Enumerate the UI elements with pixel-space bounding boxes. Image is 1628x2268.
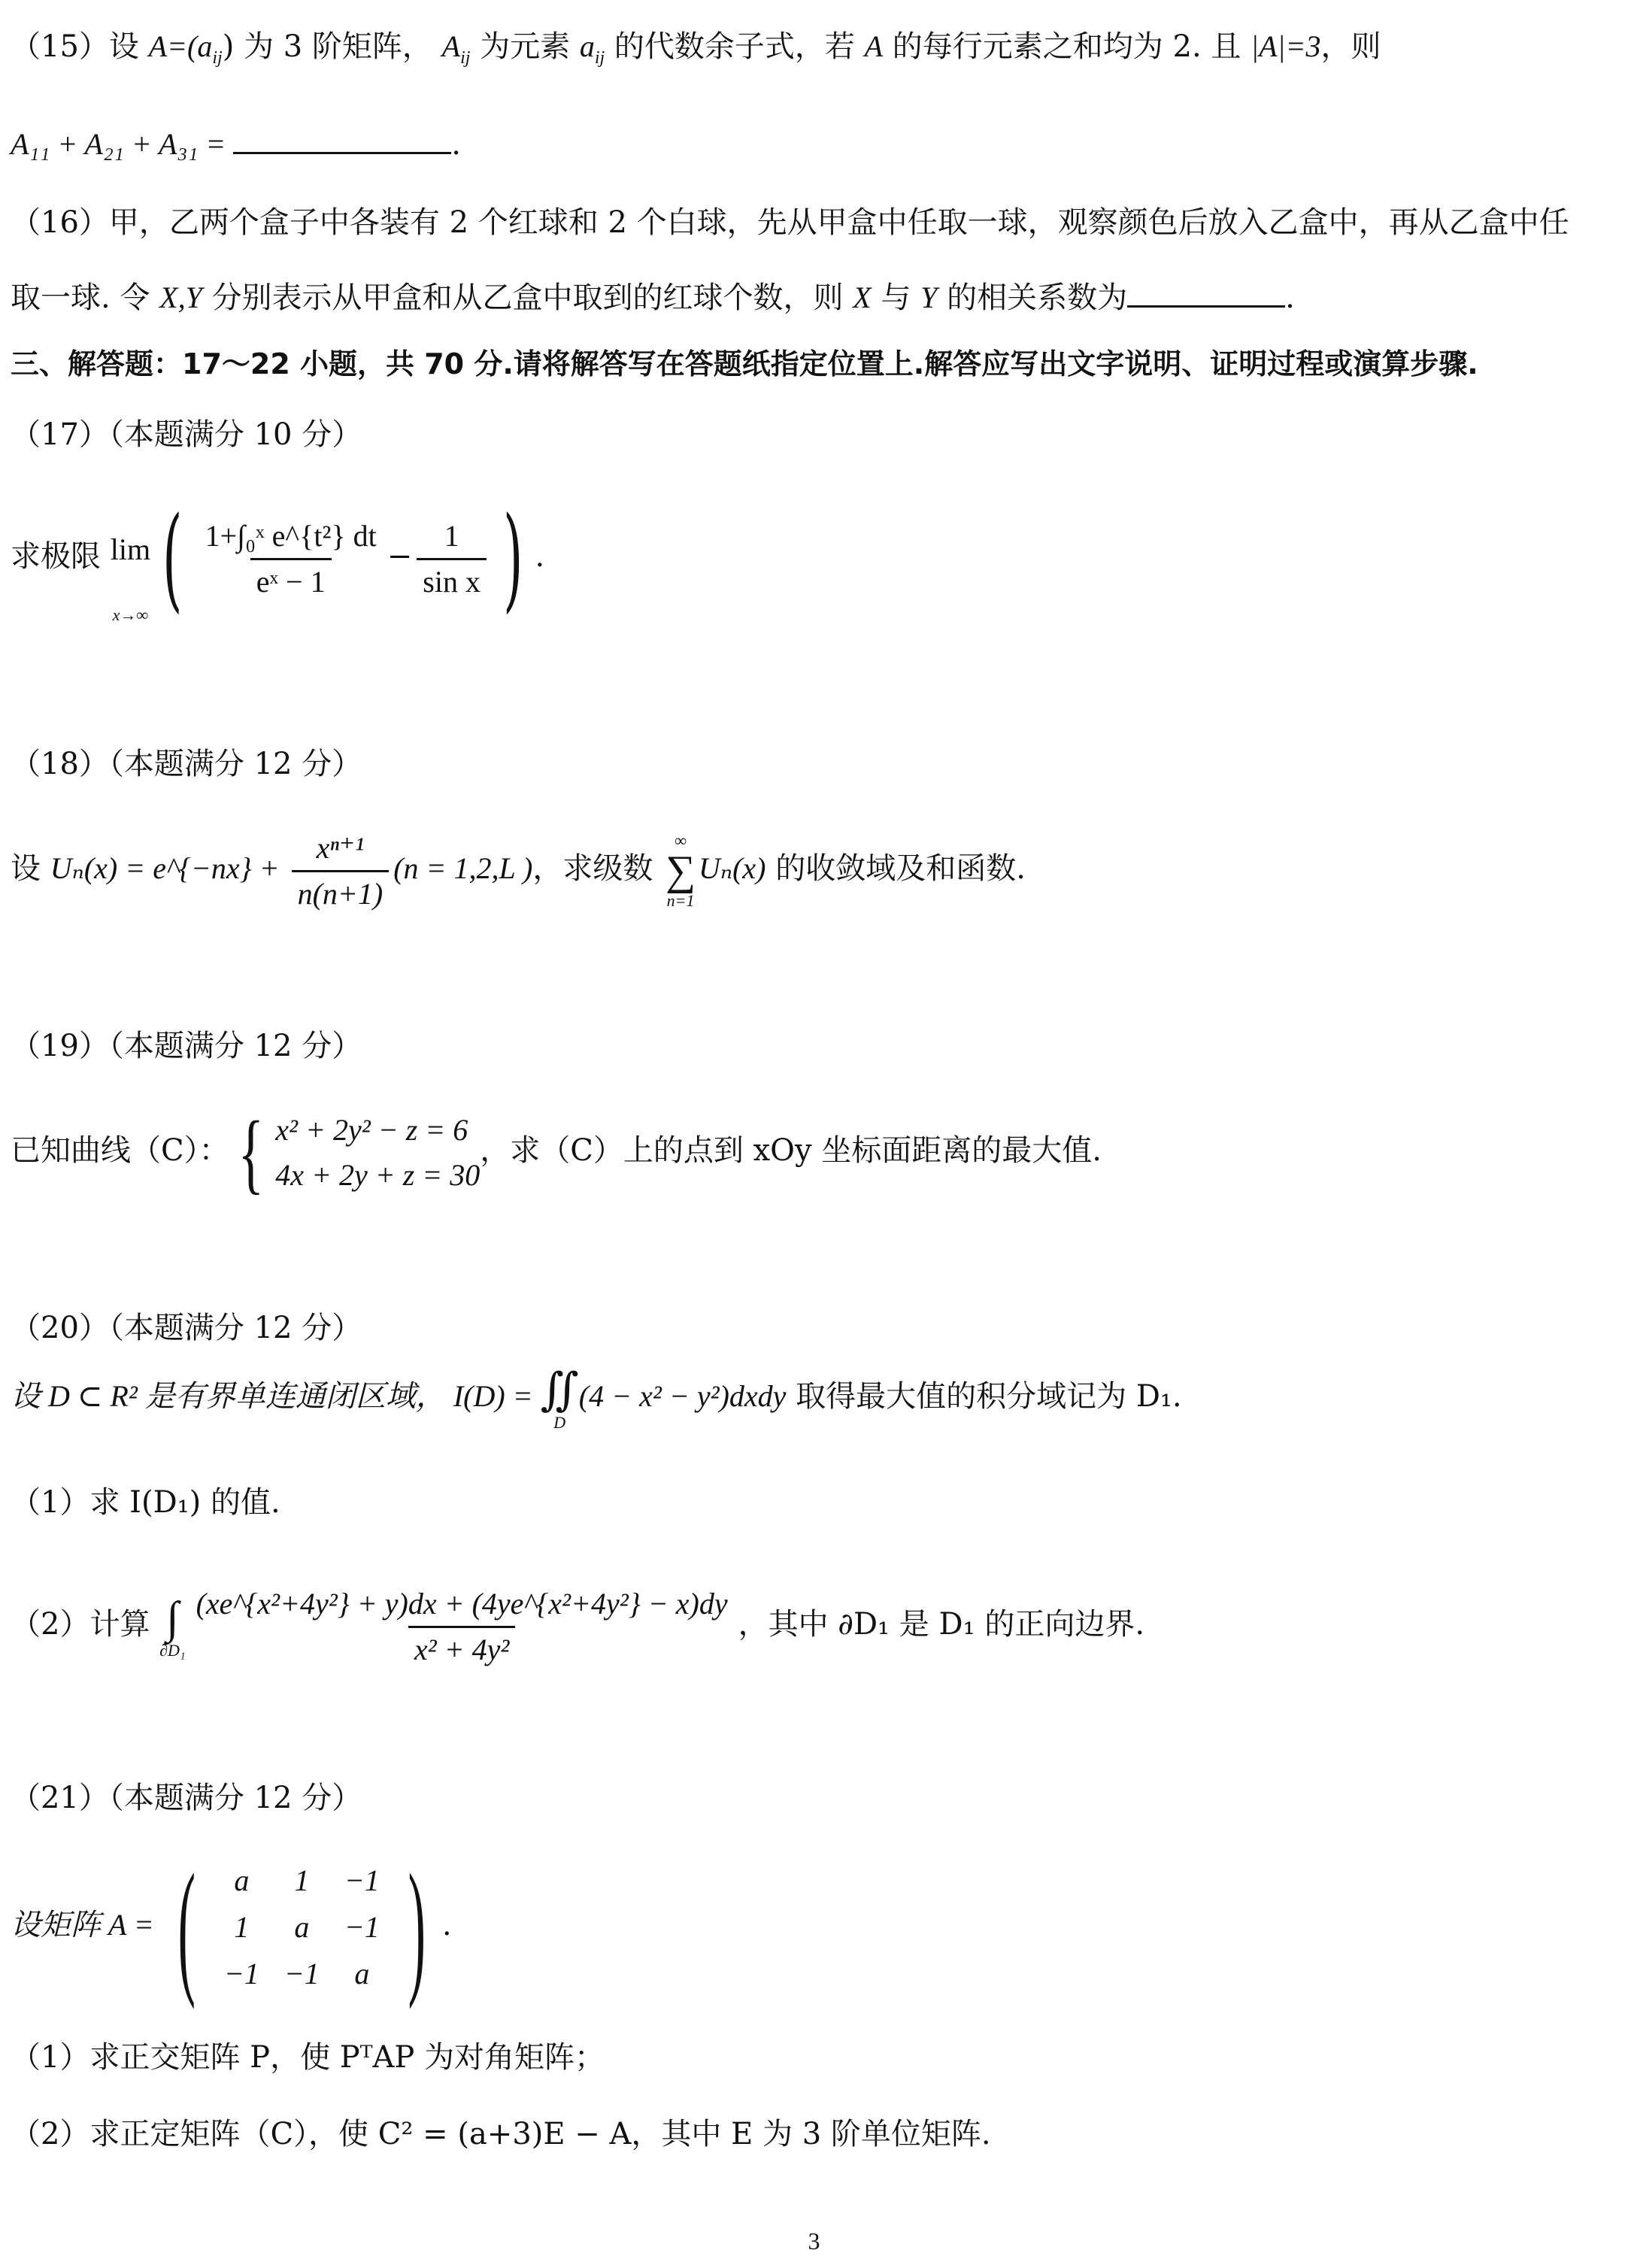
q15-det: |A|=3 (1251, 29, 1321, 63)
q20-line1 (11, 1363, 1605, 1432)
q19-brace: { (238, 1102, 264, 1202)
q18-den: n(n+1) (292, 870, 390, 911)
q21-cell-33: a (354, 1957, 370, 1991)
q17-fraction-2 (417, 519, 487, 599)
q18-mid: ，求级数 (532, 851, 663, 886)
q21-prefix: 设矩阵 A = (11, 1908, 162, 1942)
q17-den1: eˣ − 1 (250, 558, 332, 599)
q15-Aij-sub: ij (460, 48, 471, 68)
q15-text-f: ，则 (1320, 29, 1381, 64)
q15-aij: a (579, 29, 595, 63)
q20-line-integral-sign: ∫ (166, 1593, 179, 1642)
q17-header: （17）（本题满分 10 分） (11, 417, 362, 452)
page-number: 3 (808, 2227, 820, 2254)
q19-eq1: x² + 2y² − z = 6 (275, 1113, 468, 1147)
q15-line2 (11, 122, 1605, 164)
q16-line1: （16）甲，乙两个盒子中各装有 2 个红球和 2 个白球，先从甲盒中任取一球，观察颜色后放入乙盒中，再从乙盒中任 (11, 205, 1569, 240)
q15-ij-sub: ij (212, 48, 223, 68)
q18-sigma: ∑ (665, 847, 696, 894)
q18-num: xⁿ⁺¹ (316, 830, 365, 865)
q18-header: （18）（本题满分 12 分） (11, 747, 362, 781)
q21-period: . (441, 1908, 452, 1942)
q18-prefix: 设 (11, 851, 50, 886)
q15-answer-blank[interactable] (233, 122, 451, 154)
q19-end: ，求（C）上的点到 xOy 坐标面距离的最大值. (480, 1133, 1102, 1168)
q15-matrix-def: A=(a (148, 29, 213, 63)
q17-num2: 1 (444, 518, 459, 553)
q21-matrix (162, 1844, 442, 2010)
q17-fraction-1 (199, 519, 383, 599)
q21-cell-12: 1 (294, 1863, 310, 1897)
q17-expression (11, 493, 1605, 624)
q21-cell-22: a (294, 1910, 310, 1944)
q20-part2-end: ，其中 ∂D₁ 是 D₁ 的正向边界. (738, 1607, 1145, 1642)
q17-minus: − (387, 539, 413, 574)
q16-text-d: 的相关系数为 (937, 280, 1128, 315)
q18-range: (n = 1,2,L ) (393, 851, 533, 885)
q16-text-a: 取一球. 令 (11, 280, 160, 315)
q15-aij-sub: ij (594, 48, 605, 68)
q21-cell-31: −1 (223, 1957, 259, 1991)
q15-Aij: A (441, 29, 461, 63)
q20-double-integral (541, 1366, 579, 1432)
q17-num1: 1+∫₀ˣ e^{t²} dt (205, 518, 377, 553)
q15-A: A (864, 29, 884, 63)
q15-text-c: 为元素 (470, 29, 580, 64)
q18-expression (11, 827, 1605, 911)
q20-text-a: 设 D ⊂ R² 是有界单连通闭区域， I(D) = (11, 1379, 541, 1413)
q17-den2: sin x (417, 558, 487, 599)
q16-answer-blank[interactable] (1127, 275, 1285, 308)
q18-sum-term: Uₙ(x) (699, 851, 766, 885)
q18-sum-sup: ∞ (675, 831, 687, 850)
q20-part2-prefix: （2）计算 (11, 1607, 160, 1642)
q15-text-e: 的每行元素之和均为 2. 且 (883, 29, 1251, 64)
q18-fraction (292, 831, 390, 911)
q21-cell-32: −1 (283, 1957, 320, 1991)
q21-cell-21: 1 (234, 1910, 250, 1944)
q21-part2: （2）求正定矩阵（C），使 C² = (a+3)E − A，其中 E 为 3 阶单位矩阵. (11, 2117, 991, 2151)
q20-integrand: (4 − x² − y²)dxdy (578, 1379, 787, 1413)
q17-left-paren: ( (162, 493, 183, 624)
q19-prefix: 已知曲线（C）： (11, 1133, 229, 1168)
q20-part2-fraction (190, 1587, 734, 1667)
q19-eq2: 4x + 2y + z = 30 (275, 1158, 481, 1192)
q19-expression (11, 1102, 1605, 1202)
q19-header: （19）（本题满分 12 分） (11, 1029, 362, 1063)
q19-system (229, 1102, 481, 1202)
q18-sum (665, 832, 696, 910)
q20-line-integral (159, 1593, 185, 1660)
q15-line1 (11, 27, 1605, 77)
q15-cofactor-sum: A₁₁ + A₂₁ + A₃₁ = (11, 127, 234, 161)
q16-X: X (853, 280, 872, 314)
q21-right-paren: ) (408, 1844, 426, 2010)
q21-cell-23: −1 (344, 1910, 380, 1944)
q21-cell-11: a (234, 1863, 250, 1897)
q16-XY: X,Y (159, 280, 202, 314)
q17-period: . (535, 539, 545, 574)
q16-period: . (1285, 280, 1295, 315)
q20-part2-num: (xe^{x²+4y²} + y)dx + (4ye^{x²+4y²} − x)dy (196, 1586, 728, 1621)
q21-matrix-line (11, 1844, 1605, 2010)
q20-header: （20）（本题满分 12 分） (11, 1311, 362, 1345)
q20-line-int-sub: ∂D₁ (159, 1641, 186, 1660)
q16-text-b: 分别表示从甲盒和从乙盒中取到的红球个数，则 (202, 280, 853, 315)
section3-heading: 三、解答题：17～22 小题，共 70 分.请将解答写在答题纸指定位置上.解答应写出文字说明、证明过程或演算步骤. (11, 347, 1478, 381)
q17-lim-sub: x→∞ (112, 605, 149, 624)
q15-period: . (451, 127, 461, 162)
q20-part2-den: x² + 4y² (408, 1626, 515, 1667)
q20-part1: （1）求 I(D₁) 的值. (11, 1485, 280, 1520)
q17-lim (111, 493, 150, 624)
q20-text-b: 取得最大值的积分域记为 D₁. (786, 1379, 1182, 1414)
q21-part1: （1）求正交矩阵 P，使 PᵀAP 为对角矩阵； (11, 2040, 605, 2075)
q16-line2 (11, 275, 1605, 317)
q20-int-sub: D (553, 1413, 566, 1432)
q18-Un-def: Uₙ(x) = e^{−nx} + (50, 851, 287, 885)
q20-part2 (11, 1579, 1605, 1669)
q17-prefix: 求极限 (11, 539, 111, 574)
q17-lim-word: lim (110, 532, 151, 566)
q17-right-paren: ) (503, 493, 523, 624)
q15-text-d: 的代数余子式，若 (605, 29, 865, 64)
q15-text-a: （15）设 (11, 29, 149, 64)
q15-text-b: ) 为 3 阶矩阵， (222, 29, 442, 64)
q20-integral-sign: ∬ (540, 1365, 579, 1414)
q16-text-c: 与 (871, 280, 921, 315)
q21-header: （21）（本题满分 12 分） (11, 1781, 362, 1815)
q16-Y: Y (920, 280, 938, 314)
q21-cell-13: −1 (344, 1863, 380, 1897)
q18-sum-sub: n=1 (666, 891, 695, 910)
q18-end: 的收敛域及和函数. (765, 851, 1026, 886)
q21-left-paren: ( (177, 1844, 196, 2010)
